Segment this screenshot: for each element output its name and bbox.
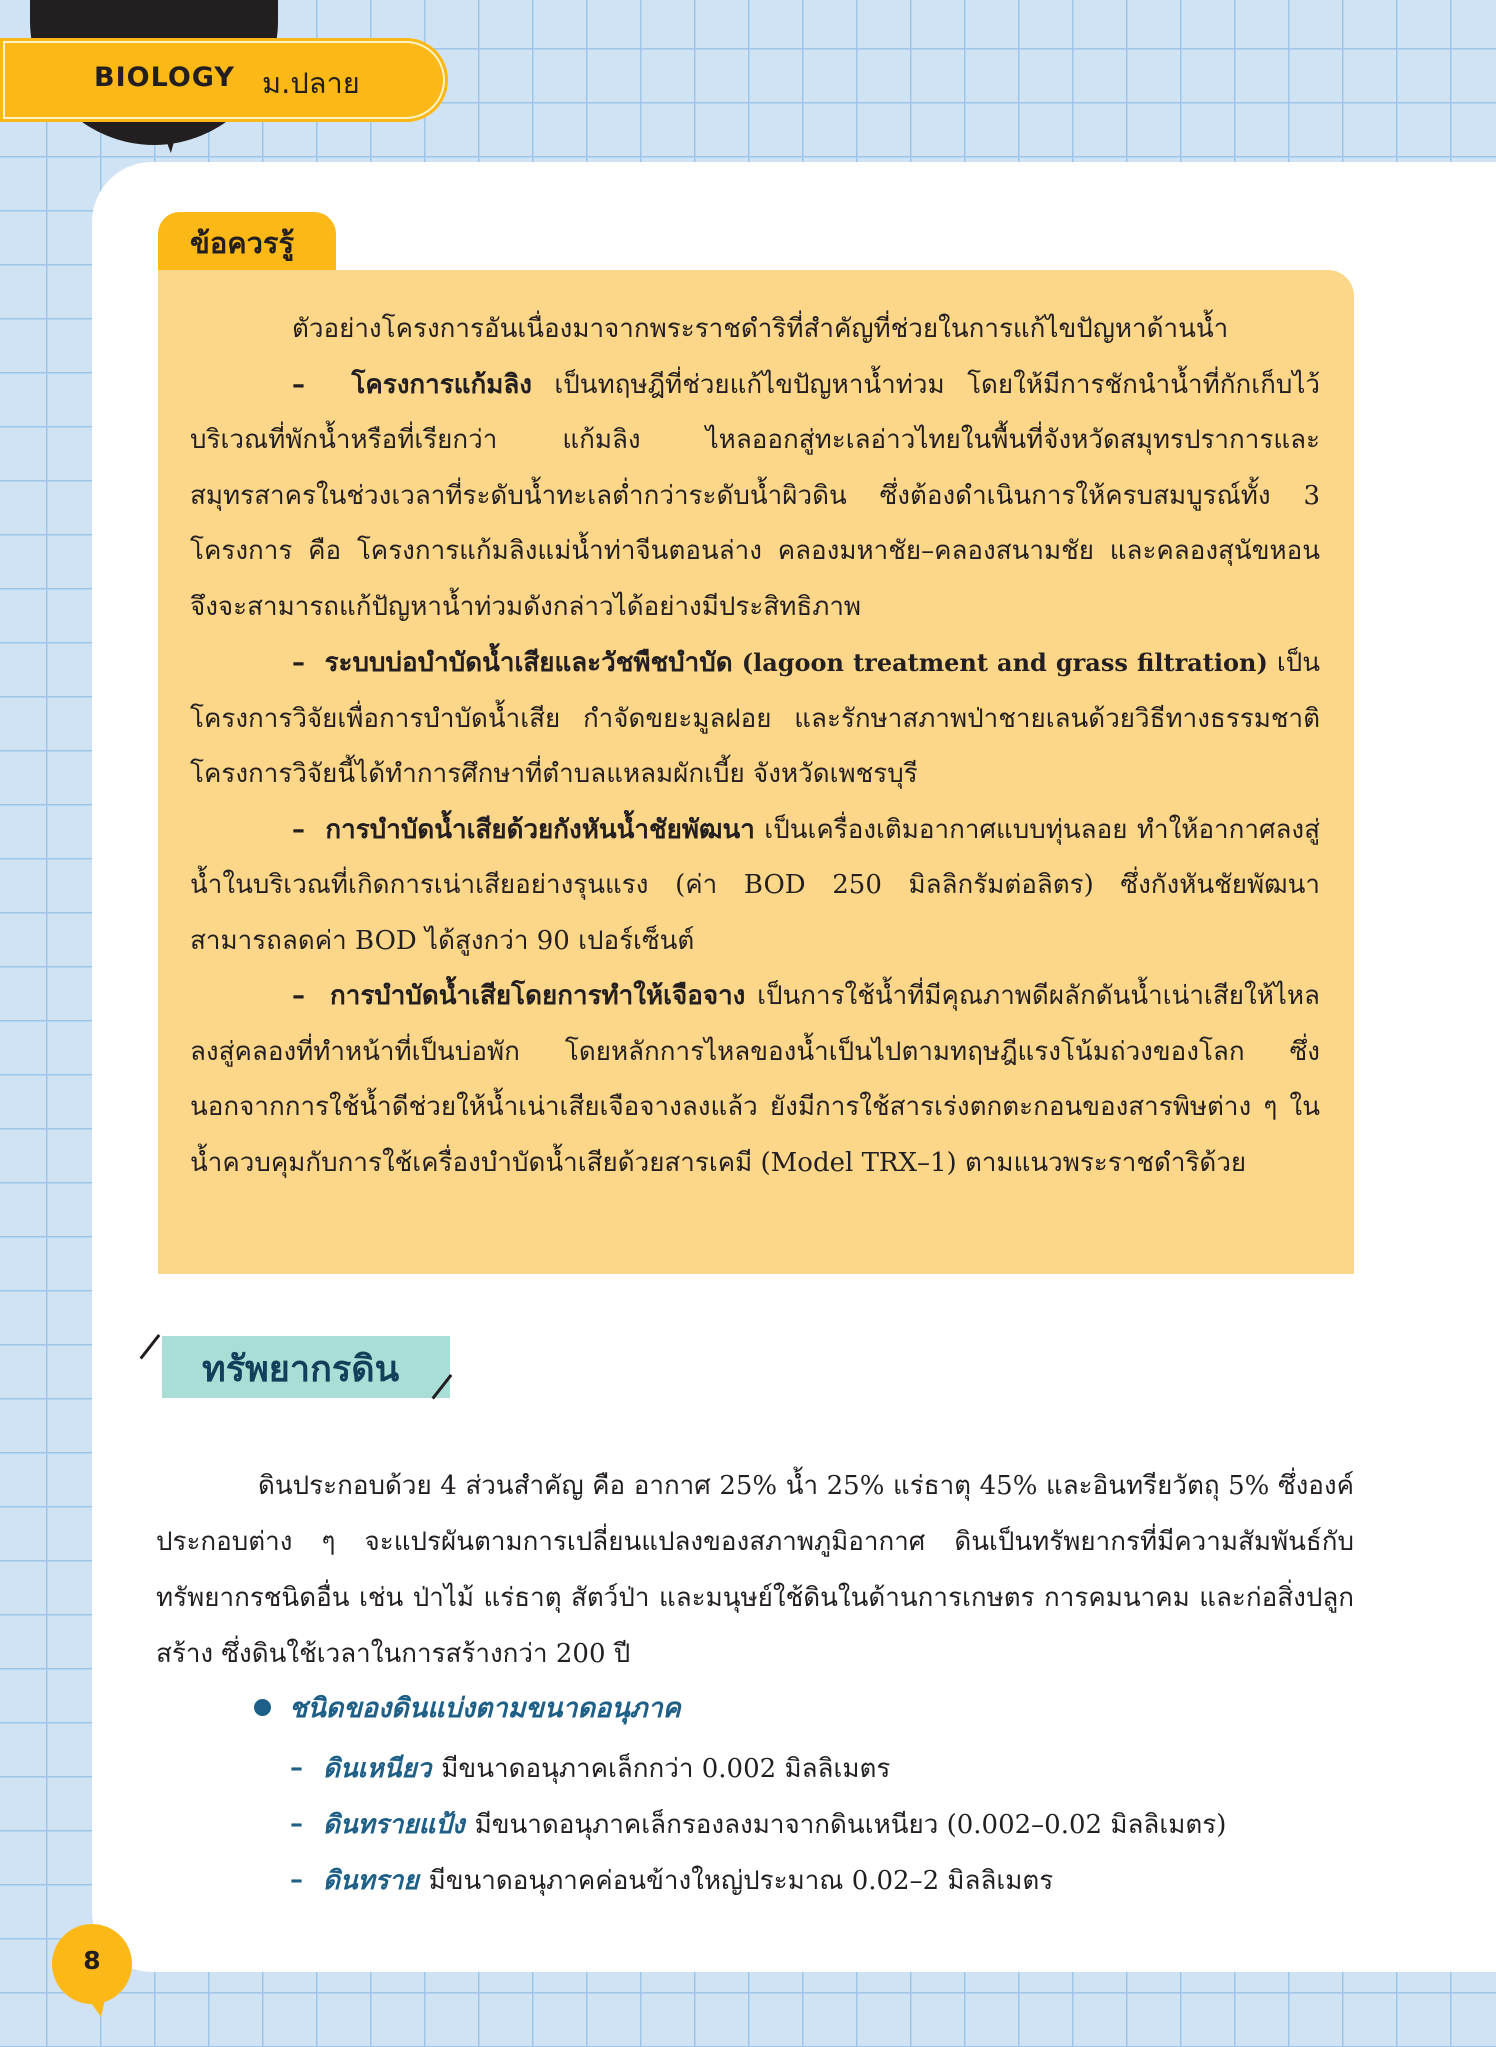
info-item-chaipattana: – การบำบัดน้ำเสียด้วยกังหันน้ำชัยพัฒนา เป็นเครื่องเติมอากาศแบบทุ่นลอย ทำให้อากาศลงสู่น้ำในบริเวณที่เกิดการเน่าเสียอย่างรุนแรง (ค่า BOD 250 มิลลิกรัมต่อลิตร) ซึ่งกังหันชัยพัฒนาสามารถลดค่า BOD ได้สูงกว่า 90 เปอร์เซ็นต์ [190, 814, 1320, 956]
soil-type-term: ดินเหนียว [323, 1753, 432, 1784]
info-box-content [190, 302, 1320, 1191]
info-item-title: โครงการแก้มลิง [351, 369, 532, 400]
soil-types-heading-row [254, 1686, 681, 1729]
soil-types-list [290, 1740, 1226, 1908]
soil-type-term: ดินทรายแป้ง [323, 1809, 465, 1840]
soil-paragraph-block [156, 1458, 1354, 1682]
list-item: – ดินทรายแป้ง มีขนาดอนุภาคเล็กรองลงมาจากดินเหนียว (0.002–0.02 มิลลิเมตร) [290, 1796, 1226, 1852]
header-subject: BIOLOGY [94, 62, 235, 93]
section-heading: ทรัพยากรดิน [202, 1349, 400, 1390]
info-box-title: ข้อควรรู้ [190, 226, 295, 260]
info-item-title: การบำบัดน้ำเสียด้วยกังหันน้ำชัยพัฒนา [325, 814, 755, 845]
info-item-lagoon: – ระบบบ่อบำบัดน้ำเสียและวัชพืชบำบัด (lagoon treatment and grass filtration) เป็นโครงการวิจัยเพื่อการบำบัดน้ำเสีย กำจัดขยะมูลฝอย และรักษาสภาพป่าชายเลนด้วยวิธีทางธรรมชาติ โครงการวิจัยนี้ได้ทำการศึกษาที่ตำบลแหลมผักเบี้ย จังหวัดเพชรบุรี [190, 648, 1320, 789]
info-intro: ตัวอย่างโครงการอันเนื่องมาจากพระราชดำริที่สำคัญที่ช่วยในการแก้ไขปัญหาด้านน้ำ [292, 314, 1229, 344]
soil-type-desc: มีขนาดอนุภาคค่อนข้างใหญ่ประมาณ 0.02–2 มิลลิเมตร [428, 1865, 1054, 1896]
info-item-kaem-ling: – โครงการแก้มลิง เป็นทฤษฎีที่ช่วยแก้ไขปัญหาน้ำท่วม โดยให้มีการชักนำน้ำที่กักเก็บไว้บริเวณที่พักน้ำหรือที่เรียกว่า แก้มลิง ไหลออกสู่ทะเลอ่าวไทยในพื้นที่จังหวัดสมุทรปราการและสมุทรสาครในช่วงเวลาที่ระดับน้ำทะเลต่ำกว่าระดับน้ำผิวดิน ซึ่งต้องดำเนินการให้ครบสมบูรณ์ทั้ง 3 โครงการ คือ โครงการแก้มลิงแม่น้ำท่าจีนตอนล่าง คลองมหาชัย–คลองสนามชัย และคลองสุนัขหอน จึงจะสามารถแก้ปัญหาน้ำท่วมดังกล่าวได้อย่างมีประสิทธิภาพ [190, 369, 1321, 622]
header-level: ม.ปลาย [262, 66, 360, 100]
list-item: – ดินทราย มีขนาดอนุภาคค่อนข้างใหญ่ประมาณ 0.02–2 มิลลิเมตร [290, 1852, 1226, 1908]
soil-paragraph: ดินประกอบด้วย 4 ส่วนสำคัญ คือ อากาศ 25% น้ำ 25% แร่ธาตุ 45% และอินทรียวัตถุ 5% ซึ่งองค์ประกอบต่าง ๆ จะแปรผันตามการเปลี่ยนแปลงของสภาพภูมิอากาศ ดินเป็นทรัพยากรที่มีความสัมพันธ์กับทรัพยากรชนิดอื่น เช่น ป่าไม้ แร่ธาตุ สัตว์ป่า และมนุษย์ใช้ดินในด้านการเกษตร การคมนาคม และก่อสิ่งปลูกสร้าง ซึ่งดินใช้เวลาในการสร้างกว่า 200 ปี [156, 1471, 1354, 1669]
soil-types-heading: ชนิดของดินแบ่งตามขนาดอนุภาค [289, 1693, 681, 1724]
soil-type-term: ดินทราย [323, 1865, 419, 1896]
info-item-dilution: – การบำบัดน้ำเสียโดยการทำให้เจือจาง เป็นการใช้น้ำที่มีคุณภาพดีผลักดันน้ำเน่าเสียให้ไหลลงสู่คลองที่ทำหน้าที่เป็นบ่อพัก โดยหลักการไหลของน้ำเป็นไปตามทฤษฎีแรงโน้มถ่วงของโลก ซึ่งนอกจากการใช้น้ำดีช่วยให้น้ำเน่าเสียเจือจางลงแล้ว ยังมีการใช้สารเร่งตกตะกอนของสารพิษต่าง ๆ ในน้ำควบคุมกับการใช้เครื่องบำบัดน้ำเสียด้วยสารเคมี (Model TRX–1) ตามแนวพระราชดำริด้วย [190, 981, 1320, 1178]
soil-type-desc: มีขนาดอนุภาคเล็กรองลงมาจากดินเหนียว (0.002–0.02 มิลลิเมตร) [474, 1809, 1227, 1840]
list-item: – ดินเหนียว มีขนาดอนุภาคเล็กกว่า 0.002 มิลลิเมตร [290, 1740, 1226, 1796]
info-item-title: ระบบบ่อบำบัดน้ำเสียและวัชพืชบำบัด [324, 648, 733, 678]
page-number: 8 [83, 1946, 101, 1975]
info-item-title: การบำบัดน้ำเสียโดยการทำให้เจือจาง [329, 981, 746, 1011]
soil-type-desc: มีขนาดอนุภาคเล็กกว่า 0.002 มิลลิเมตร [441, 1753, 891, 1784]
bullet-dot-icon [254, 1699, 271, 1716]
